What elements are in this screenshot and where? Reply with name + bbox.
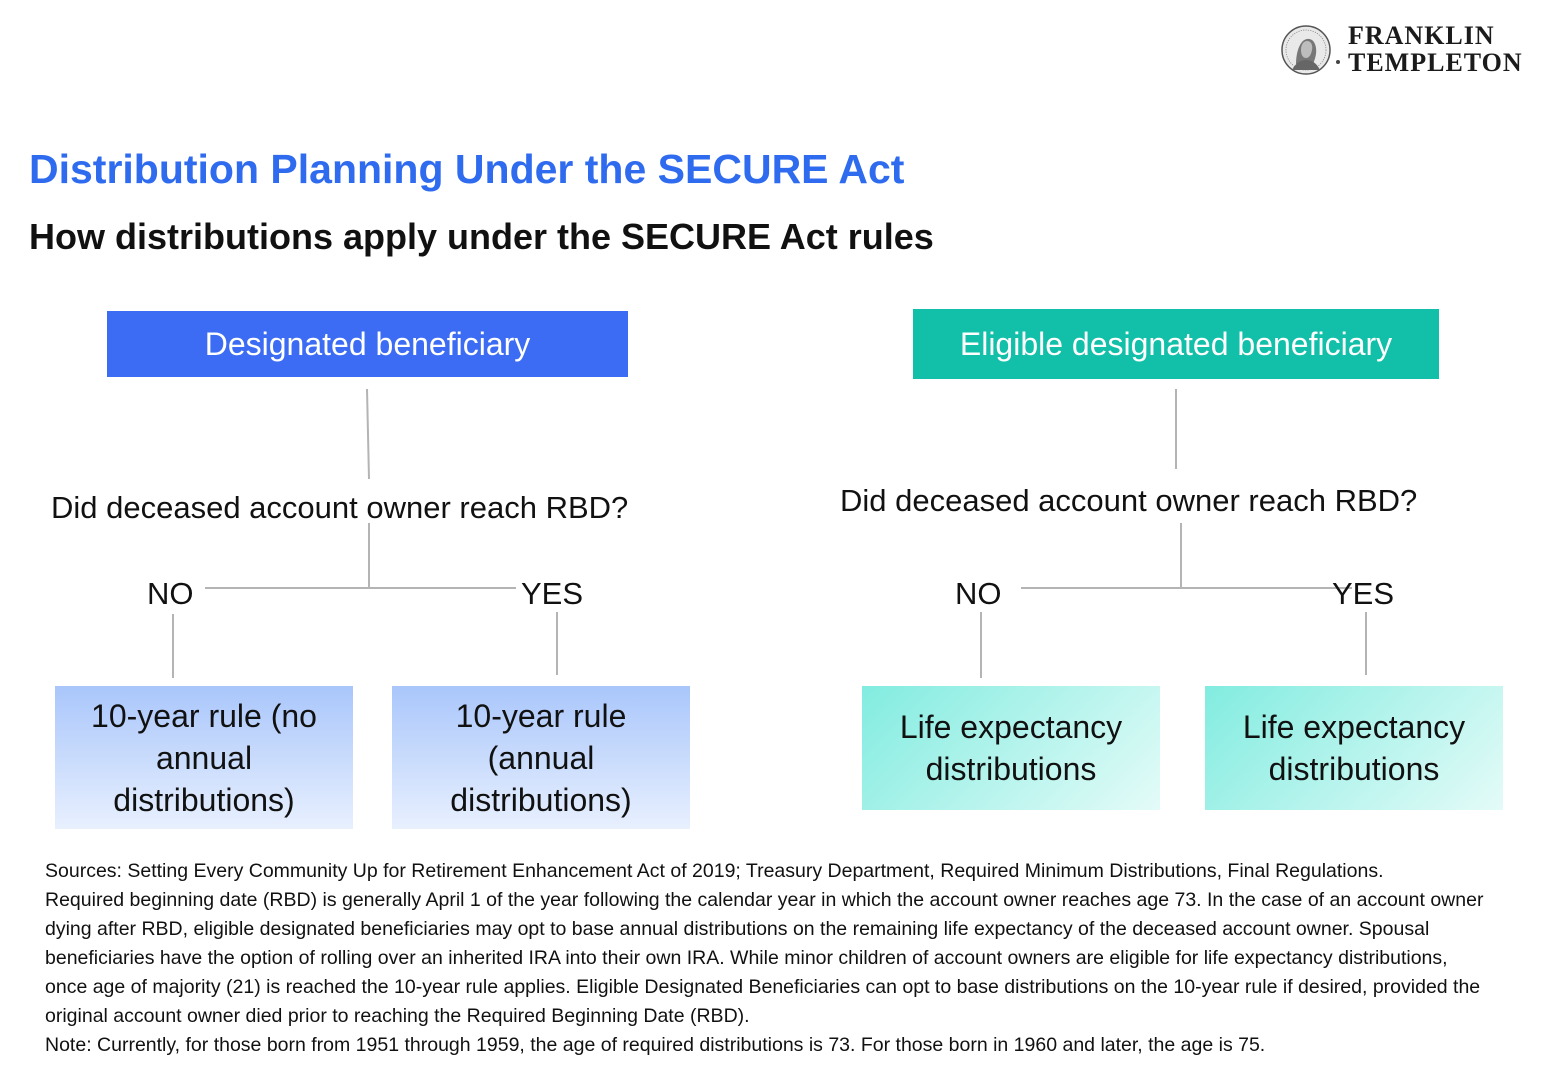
right-yes-outcome-box — [1205, 686, 1503, 810]
left-header-connector — [367, 389, 369, 479]
page-title: Distribution Planning Under the SECURE Act — [29, 146, 905, 192]
rbd-explanation-note: Required beginning date (RBD) is generally April 1 of the year following the calendar year in which the account owner reaches age 73. In the case of an account owner dying after RBD, eligible designated beneficiaries may opt to base annual distributions on the remaining life expectancy of the deceased account owner. Spousal beneficiaries have the option of rolling over an inherited IRA into their own IRA. While minor children of account owners are eligible for life expectancy distributions, once age of majority (21) is reached the 10-year rule applies. Eligible Designated Beneficiaries can opt to base distributions on the 10-year rule if desired, provided the original account owner died prior to reaching the Required Beginning Date (RBD). — [45, 889, 1484, 1027]
benjamin-franklin-portrait-seal-icon — [1278, 24, 1344, 76]
brand-name — [1348, 22, 1523, 76]
right-yes-outcome-text: Life expectancy distributions — [1242, 709, 1466, 787]
eligible-designated-beneficiary-header: Eligible designated beneficiary — [913, 309, 1439, 379]
right-rbd-question: Did deceased account owner reach RBD? — [840, 483, 1418, 518]
right-yes-label: YES — [1332, 576, 1395, 611]
footnotes — [45, 857, 1485, 1060]
left-yes-label: YES — [521, 576, 584, 611]
page-subtitle: How distributions apply under the SECURE Act rules — [29, 216, 934, 257]
left-no-outcome-box — [55, 686, 353, 829]
sources-note: Sources: Setting Every Community Up for Retirement Enhancement Act of 2019; Treasury Department, Required Minimum Distributions, Final Regulations. — [45, 860, 1384, 882]
brand-line-2: TEMPLETON — [1348, 48, 1523, 77]
brand-line-1: FRANKLIN — [1348, 21, 1495, 50]
left-rbd-question: Did deceased account owner reach RBD? — [51, 490, 629, 525]
left-no-label: NO — [147, 576, 194, 611]
designated-beneficiary-header: Designated beneficiary — [107, 311, 628, 377]
left-yes-outcome-text: 10-year rule (annual distributions) — [450, 697, 632, 818]
left-yes-outcome-box — [392, 686, 690, 829]
left-no-outcome-text: 10-year rule (no annual distributions) — [91, 697, 317, 818]
right-no-label: NO — [955, 576, 1002, 611]
franklin-templeton-logo — [1278, 22, 1528, 78]
right-no-outcome-text: Life expectancy distributions — [899, 709, 1123, 787]
age-note: Note: Currently, for those born from 1951 through 1959, the age of required distributions is 73. For those born in 1960 and later, the age is 75. — [45, 1034, 1266, 1056]
right-no-outcome-box — [862, 686, 1160, 810]
